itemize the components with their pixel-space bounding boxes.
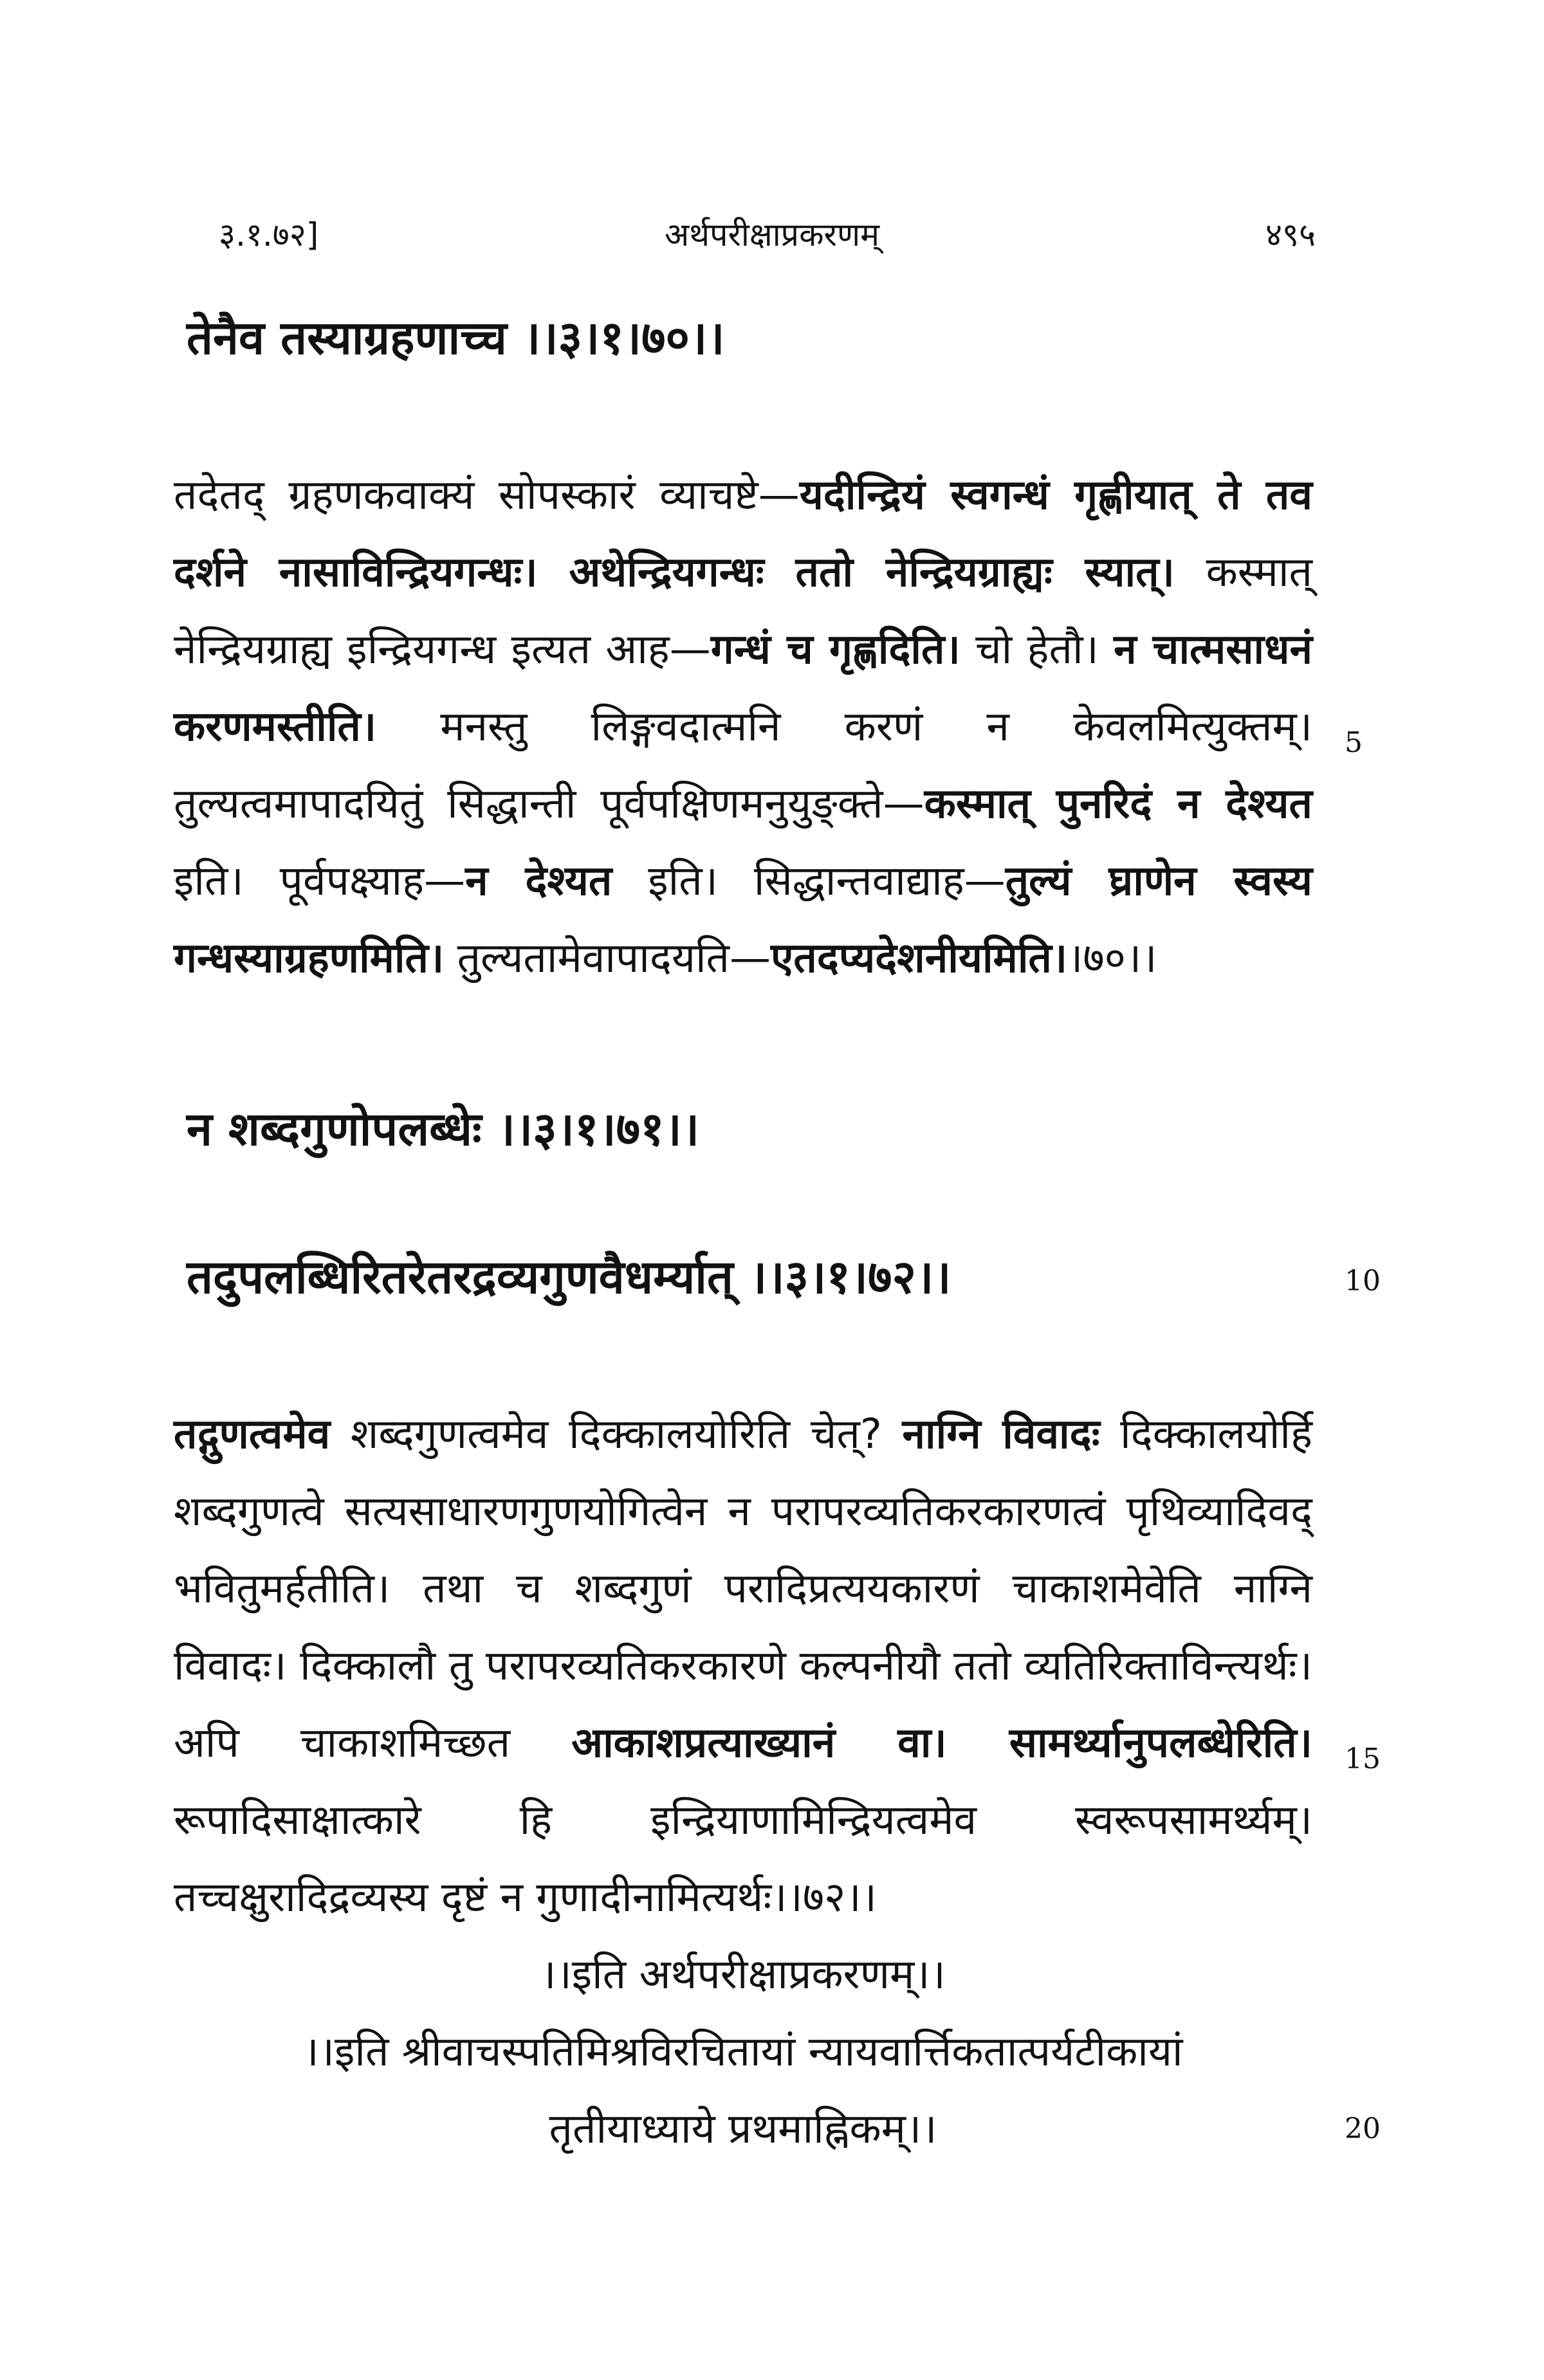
bold-lemma-run: आकाशप्रत्याख्यानं वा। सामर्थ्यानुपलब्धेरिति।	[571, 1719, 1312, 1767]
sutra-72: तदुपलब्धिरितरेतरद्रव्यगुणवैधर्म्यात् ।।३।१।७२।।	[187, 1250, 951, 1304]
text-run: तुल्यतामेवापादयति—	[444, 935, 771, 982]
bold-lemma-run: ततो नेन्द्रियग्राह्यः स्यात्।	[795, 549, 1175, 596]
bold-lemma-run: तुल्यं घ्राणेन स्वस्य गन्धस्याग्रहणमिति।	[174, 857, 1312, 982]
sutra-70: तेनैव तस्याग्रहणाच्च ।।३।१।७०।।	[187, 311, 725, 365]
text-run: शब्दगुणत्वमेव दिक्कालयोरिति चेत्?	[330, 1411, 903, 1458]
bold-lemma-run: नाग्नि विवादः	[902, 1411, 1100, 1458]
running-head-title: अर्थपरीक्षाप्रकरणम्	[664, 216, 880, 253]
text-run: इति। सिद्धान्तवाद्याह—	[612, 857, 1006, 905]
line-number-10: 10	[1345, 1265, 1381, 1297]
bold-lemma-run: कस्मात् पुनरिदं न देश्यत	[924, 780, 1312, 828]
bold-lemma-run: एतदप्यदेशनीयमिति।	[771, 935, 1068, 982]
bold-lemma-run: न चात्मसाधनं करणमस्तीति।	[174, 626, 1312, 751]
text-run	[764, 549, 796, 596]
text-run: रूपादिसाक्षात्कारे हि इन्द्रियाणामिन्द्रियत्वमेव स्वरूपसामर्थ्यम्। तच्चक्षुरादिद्रव्यस्य दृष्टं न गुणादीनामित्यर्थः।।७२।।	[174, 1797, 1312, 1921]
bold-lemma-run: गन्धं च गृह्णदिति।	[710, 626, 960, 673]
bold-lemma-run: अथेन्द्रियगन्धः	[569, 549, 764, 596]
text-run: चो हेतौ।	[960, 626, 1114, 673]
closing-work-colophon: ।।इति श्रीवाचस्पतिमिश्रविरचितायां न्यायवार्त्तिकतात्पर्यटीकायां	[303, 2028, 1183, 2076]
commentary-paragraph-72	[174, 1396, 1312, 1936]
text-run: मनस्तु लिङ्गवदात्मनि करणं न केवलमित्युक्तम्। तुल्यत्वमापादयितुं सिद्धान्ती पूर्वपक्षिणमनुयुङ्क्ते—	[174, 703, 1312, 828]
page-number: ४९५	[1265, 216, 1316, 253]
bold-lemma-run: तद्गुणत्वमेव	[174, 1411, 331, 1458]
sutra-71: न शब्दगुणोपलब्धेः ।।३।१।७१।।	[187, 1102, 700, 1156]
bold-lemma-run: यदीन्द्रियं स्वगन्धं गृह्णीयात् ते तव दर्शने नासाविन्द्रियगन्धः।	[174, 471, 1312, 596]
text-run: कस्मात् नेन्द्रियग्राह्य इन्द्रियगन्ध इत्यत आह—	[174, 549, 1313, 673]
text-run: दिक्कालयोर्हि शब्दगुणत्वे सत्यसाधारणगुणयोगित्वेन न परापरव्यतिकरकारणत्वं पृथिव्यादिवद् भवितुमर्हतीति। तथा च शब्दगुणं परादिप्रत्ययकारणं चाकाशमेवेति नाग्नि विवादः। दिक्कालौ तु परापरव्यतिकरकारणे कल्पनीयौ ततो व्यतिरिक्ताविन्त्यर्थः। अपि चाकाशमिच्छत	[174, 1411, 1312, 1767]
line-number-15: 15	[1345, 1743, 1381, 1775]
commentary-paragraph-70	[174, 457, 1312, 997]
text-run: तदेतद् ग्रहणकवाक्यं सोपस्कारं व्याचष्टे—	[174, 471, 800, 519]
bold-lemma-run: न देश्यत	[465, 857, 612, 905]
closing-chapter-colophon: तृतीयाध्याये प्रथमाह्निकम्।।	[549, 2105, 937, 2153]
line-number-20: 20	[1345, 2112, 1381, 2145]
line-number-5: 5	[1345, 726, 1363, 759]
text-run	[538, 549, 569, 596]
running-head-section-number: ३.१.७२]	[219, 216, 319, 253]
closing-section-colophon: ।।इति अर्थपरीक्षाप्रकरणम्।।	[540, 1951, 946, 1999]
text-run: इति। पूर्वपक्ष्याह—	[174, 857, 466, 905]
text-run: ।७०।।	[1067, 935, 1157, 982]
